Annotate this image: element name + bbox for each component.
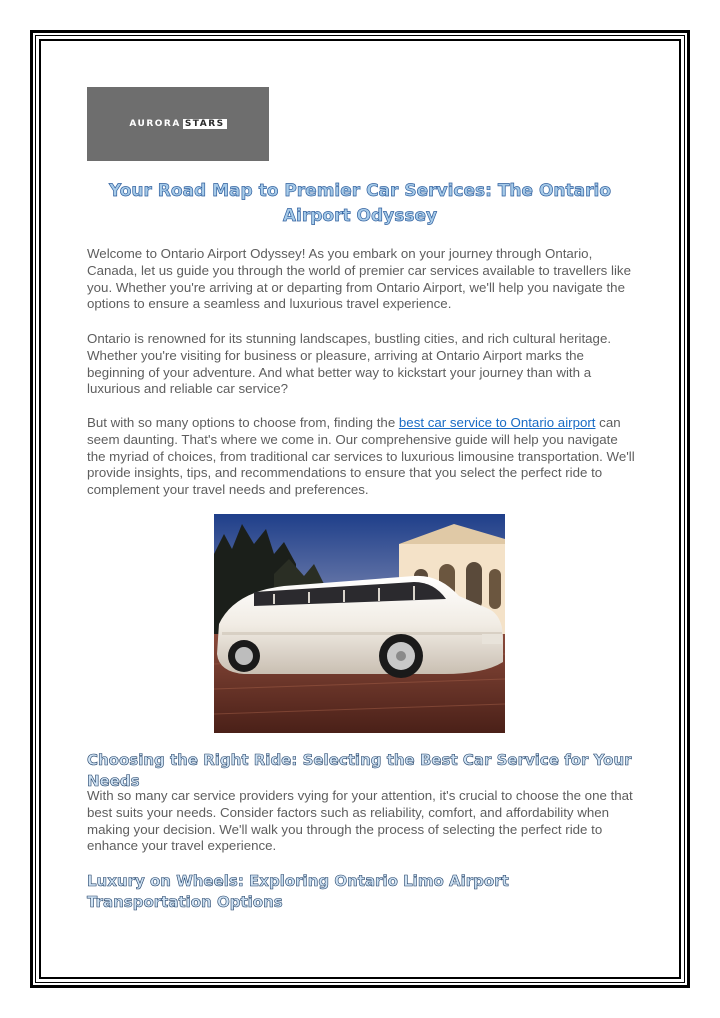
logo-word-aurora: AURORA xyxy=(129,119,181,129)
intro-paragraph-3 xyxy=(87,415,637,499)
intro-paragraph-1: Welcome to Ontario Airport Odyssey! As you embark on your journey through Ontario, Canada, let us guide you through the world of premier car services available to travellers like you. Whether you're arriving at or departing from Ontario Airport, we'll help you navigate the options to ensure a seamless and luxurious travel experience. xyxy=(87,246,631,312)
limousine-photo xyxy=(214,514,505,733)
aurora-stars-logo xyxy=(87,87,269,161)
paragraph-3-text-end: can seem daunting. That's where we come in. Our comprehensive guide will help you navigate the myriad of choices, from traditional car services to luxurious limousine transportation. We'll provide insights, tips, and recommendations to ensure that you select the perfect ride to complement your travel needs and preferences. xyxy=(87,415,635,498)
section-1-body: With so many car service providers vying for your attention, it's crucial to choose the one that best suits your needs. Consider factors such as reliability, comfort, and affordability when making your decision. We'll walk you through the process of selecting the perfect ride to enhance your travel experience. xyxy=(87,788,633,854)
page-title: Your Road Map to Premier Car Services: The Ontario Airport Odyssey xyxy=(108,181,612,226)
best-car-service-link[interactable]: best car service to Ontario airport xyxy=(398,415,596,430)
logo-text xyxy=(129,119,226,129)
limousine-illustration xyxy=(214,514,505,733)
paragraph-3-text-start: But with so many options to choose from, finding the xyxy=(87,415,399,430)
section-heading-luxury-on-wheels: Luxury on Wheels: Exploring Ontario Limo Airport Transportation Options xyxy=(87,872,509,911)
logo-word-stars: STARS xyxy=(184,119,225,129)
section-heading-choosing-ride: Choosing the Right Ride: Selecting the Best Car Service for Your Needs xyxy=(87,751,632,790)
intro-paragraph-2: Ontario is renowned for its stunning landscapes, bustling cities, and rich cultural heritage. Whether you're visiting for business or pleasure, arriving at Ontario Airport marks the beginning of your adventure. And what better way to kickstart your journey than with a luxurious and reliable car service? xyxy=(87,331,612,397)
